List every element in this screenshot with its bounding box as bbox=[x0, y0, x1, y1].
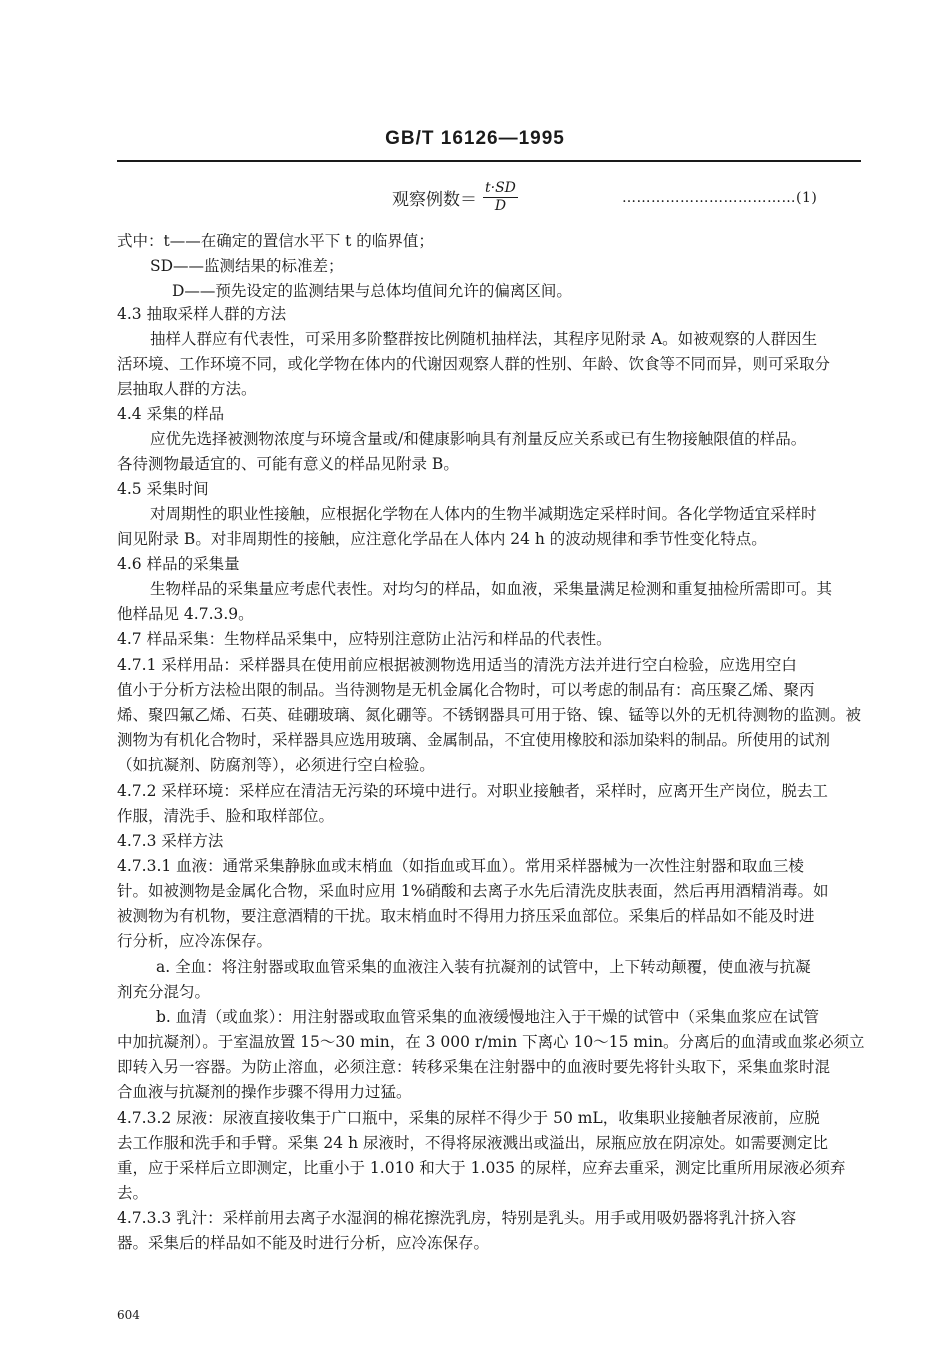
list-item: b. 血清（或血浆）：用注射器或取血管采集的血液缓慢地注入于干燥的试管中（采集血浆应在试管 bbox=[156, 1008, 820, 1026]
text-line: 应优先选择被测物浓度与环境含量或/和健康影响具有剂量反应关系或已有生物接触限值的样品。 bbox=[150, 430, 807, 448]
text-line: 去工作服和洗手和手臂。采集 24 h 尿液时，不得将尿液溅出或溢出，尿瓶应放在阴凉处。如需要测定比 bbox=[117, 1134, 828, 1152]
text-line: 去。 bbox=[117, 1184, 149, 1202]
formula-denominator: D bbox=[494, 198, 507, 214]
section-heading: 4.7 样品采集：生物样品采集中，应特别注意防止沾污和样品的代表性。 bbox=[117, 630, 612, 648]
formula bbox=[392, 180, 518, 215]
text-line: 他样品见 4.7.3.9。 bbox=[117, 605, 254, 623]
text-line: 各待测物最适宜的、可能有意义的样品见附录 B。 bbox=[117, 455, 459, 473]
text-line: 间见附录 B。对非周期性的接触，应注意化学品在人体内 24 h 的波动规律和季节性变化特点。 bbox=[117, 530, 767, 548]
text-line: 值小于分析方法检出限的制品。当待测物是无机金属化合物时，可以考虑的制品有：高压聚乙烯、聚丙 bbox=[117, 681, 815, 699]
text-line: 抽样人群应有代表性，可采用多阶整群按比例随机抽样法，其程序见附录 A。如被观察的人群因生 bbox=[150, 330, 818, 348]
text-line: 重，应于采样后立即测定，比重小于 1.010 和大于 1.035 的尿样，应弃去重采，测定比重所用尿液必须弃 bbox=[117, 1159, 846, 1177]
section-heading: 4.3 抽取采样人群的方法 bbox=[117, 305, 287, 323]
page-number: 604 bbox=[117, 1308, 140, 1322]
text-line: 4.7.3.1 血液：通常采集静脉血或末梢血（如指血或耳血）。常用采样器械为一次性注射器和取血三棱 bbox=[117, 857, 804, 875]
text-line: D——预先设定的监测结果与总体均值间允许的偏离区间。 bbox=[172, 282, 572, 300]
document-header: GB/T 16126—1995 bbox=[385, 128, 565, 149]
text-line: 烯、聚四氟乙烯、石英、硅硼玻璃、氮化硼等。不锈钢器具可用于铬、镍、锰等以外的无机待测物的监测。被 bbox=[117, 706, 862, 724]
text-line: 被测物为有机物，要注意酒精的干扰。取末梢血时不得用力挤压采血部位。采集后的样品如不能及时进 bbox=[117, 907, 815, 925]
text-line: 4.7.3.2 尿液：尿液直接收集于广口瓶中，采集的尿样不得少于 50 mL，收集职业接触者尿液前，应脱 bbox=[117, 1109, 820, 1127]
text-line: （如抗凝剂、防腐剂等），必须进行空白检验。 bbox=[117, 756, 435, 774]
formula-numerator: t·SD bbox=[485, 180, 516, 196]
list-item: a. 全血：将注射器或取血管采集的血液注入装有抗凝剂的试管中，上下转动颠覆，使血液与抗凝 bbox=[156, 958, 811, 976]
text-line: 中加抗凝剂）。于室温放置 15～30 min，在 3 000 r/min 下离心 10～15 min。分离后的血清或血浆必须立 bbox=[117, 1033, 865, 1051]
section-heading: 4.5 采集时间 bbox=[117, 480, 209, 498]
text-line: SD——监测结果的标准差； bbox=[150, 257, 344, 275]
section-heading: 4.6 样品的采集量 bbox=[117, 555, 240, 573]
text-line: 生物样品的采集量应考虑代表性。对均匀的样品，如血液，采集量满足检测和重复抽检所需即可。其 bbox=[150, 580, 833, 598]
header-rule bbox=[117, 160, 861, 162]
text-line: 活环境、工作环境不同，或化学物在体内的代谢因观察人群的性别、年龄、饮食等不同而异，则可采取分 bbox=[117, 355, 831, 373]
formula-fraction bbox=[483, 180, 518, 215]
section-heading: 4.4 采集的样品 bbox=[117, 405, 225, 423]
text-line: 器。采集后的样品如不能及时进行分析，应冷冻保存。 bbox=[117, 1234, 490, 1252]
text-line: 合血液与抗凝剂的操作步骤不得用力过猛。 bbox=[117, 1083, 412, 1101]
text-line: 4.7.3.3 乳汁：采样前用去离子水湿润的棉花擦洗乳房，特别是乳头。用手或用吸奶器将乳汁挤入容 bbox=[117, 1209, 797, 1227]
equation-number: ………………………………(1) bbox=[622, 190, 818, 206]
text-line: 式中：t——在确定的置信水平下 t 的临界值； bbox=[117, 232, 434, 250]
text-line: 作服，清洗手、脸和取样部位。 bbox=[117, 807, 335, 825]
text-line: 4.7.1 采样用品：采样器具在使用前应根据被测物选用适当的清洗方法并进行空白检验，应选用空白 bbox=[117, 656, 797, 674]
text-line: 即转入另一容器。为防止溶血，必须注意：转移采集在注射器中的血液时要先将针头取下，采集血浆时混 bbox=[117, 1058, 831, 1076]
text-line: 测物为有机化合物时，采样器具应选用玻璃、金属制品，不宜使用橡胶和添加染料的制品。所使用的试剂 bbox=[117, 731, 831, 749]
text-line: 对周期性的职业性接触，应根据化学物在人体内的生物半减期选定采样时间。各化学物适宜采样时 bbox=[150, 505, 817, 523]
section-heading: 4.7.3 采样方法 bbox=[117, 832, 224, 850]
text-line: 剂充分混匀。 bbox=[117, 983, 211, 1001]
text-line: 行分析，应冷冻保存。 bbox=[117, 932, 273, 950]
text-line: 4.7.2 采样环境：采样应在清洁无污染的环境中进行。对职业接触者，采样时，应离开生产岗位，脱去工 bbox=[117, 782, 828, 800]
formula-lhs: 观察例数＝ bbox=[392, 190, 477, 210]
text-line: 针。如被测物是金属化合物，采血时应用 1%硝酸和去离子水先后清洗皮肤表面，然后再用酒精消毒。如 bbox=[117, 882, 829, 900]
text-line: 层抽取人群的方法。 bbox=[117, 380, 257, 398]
